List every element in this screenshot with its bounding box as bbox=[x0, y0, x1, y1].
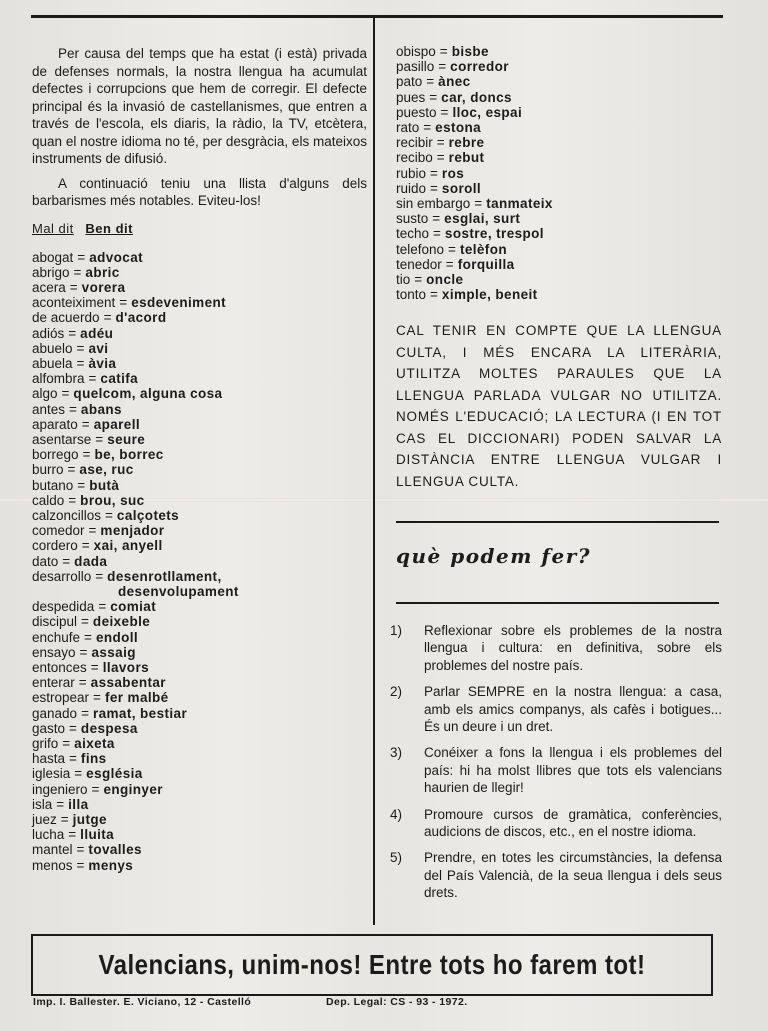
mal-dit-word: alfombra bbox=[32, 371, 85, 387]
section-title: què podem fer? bbox=[396, 544, 591, 568]
step-text: Conéixer a fons la llengua i els problemes del país: hi ha molst llibres que tots els valencians haurien de llegir! bbox=[424, 745, 722, 796]
mal-dit-word: comedor bbox=[32, 523, 85, 539]
rule-above-title bbox=[396, 521, 719, 523]
mal-dit-word: dato bbox=[32, 553, 59, 569]
equals-sign: = bbox=[474, 196, 483, 212]
ben-dit-word: brou, suc bbox=[80, 492, 145, 508]
equals-sign: = bbox=[433, 226, 441, 242]
word-pair bbox=[32, 493, 367, 508]
ben-dit-word: catifa bbox=[100, 371, 139, 387]
column-divider bbox=[373, 15, 375, 925]
ben-dit-word: illa bbox=[68, 796, 89, 812]
ben-dit-word: menys bbox=[88, 857, 134, 873]
left-column bbox=[32, 45, 367, 873]
mal-dit-word: adiós bbox=[32, 325, 65, 341]
word-pair bbox=[32, 858, 367, 873]
word-pair bbox=[396, 105, 721, 120]
mal-dit-word: pues bbox=[396, 89, 426, 105]
ben-dit-word: car, doncs bbox=[441, 89, 512, 105]
equals-sign: = bbox=[105, 507, 113, 523]
word-pair bbox=[32, 675, 367, 690]
equals-sign: = bbox=[430, 180, 438, 196]
word-pair bbox=[32, 280, 367, 295]
ben-dit-word: església bbox=[86, 766, 143, 782]
equals-sign: = bbox=[90, 659, 99, 675]
ben-dit-word: adéu bbox=[80, 325, 114, 341]
equals-sign: = bbox=[74, 766, 83, 782]
step-number: 2) bbox=[390, 684, 403, 700]
equals-sign: = bbox=[423, 120, 432, 136]
equals-sign: = bbox=[95, 431, 104, 447]
equals-sign: = bbox=[81, 614, 89, 630]
word-pair bbox=[32, 356, 367, 371]
ben-dit-word: bisbe bbox=[451, 44, 489, 59]
ben-dit-word: lluita bbox=[80, 827, 115, 843]
slogan-banner bbox=[31, 934, 713, 996]
word-pair bbox=[32, 660, 367, 675]
ben-dit-word: ase, ruc bbox=[79, 462, 134, 478]
rule-below-title bbox=[396, 602, 719, 604]
ben-dit-word: telèfon bbox=[459, 241, 507, 257]
word-pair bbox=[396, 226, 721, 241]
equals-sign: = bbox=[61, 386, 70, 402]
step-text: Promoure cursos de gramàtica, conferències, audicions de discos, etc., en el nostre idioma. bbox=[424, 806, 722, 840]
word-pair bbox=[32, 523, 367, 538]
step-item bbox=[390, 849, 722, 901]
mal-dit-word: iglesia bbox=[32, 766, 71, 782]
mal-dit-word: entonces bbox=[32, 659, 87, 675]
mal-dit-word: grifo bbox=[32, 736, 59, 751]
ben-dit-word: be, borrec bbox=[94, 447, 164, 463]
ben-dit-word: aparell bbox=[93, 416, 141, 432]
barbarism-list-right bbox=[396, 44, 721, 302]
printer-credit: Imp. I. Ballester. E. Viciano, 12 - Castelló bbox=[33, 996, 252, 1008]
equals-sign: = bbox=[69, 720, 77, 736]
word-pair bbox=[32, 478, 367, 493]
mal-dit-word: de acuerdo bbox=[32, 310, 100, 326]
equals-sign: = bbox=[77, 249, 86, 265]
mal-dit-word: mantel bbox=[32, 842, 73, 858]
word-pair bbox=[32, 386, 367, 401]
word-pair bbox=[396, 166, 721, 181]
ben-dit-heading: Ben dit bbox=[85, 220, 133, 236]
ben-dit-word: comiat bbox=[110, 599, 157, 615]
word-pair bbox=[32, 371, 367, 386]
ben-dit-word: esglai, surt bbox=[444, 211, 521, 227]
equals-sign: = bbox=[429, 89, 438, 105]
mal-dit-word: juez bbox=[32, 812, 57, 828]
mal-dit-word: sin embargo bbox=[396, 196, 471, 212]
step-text: Parlar SEMPRE en la nostra llengua: a casa, amb els amics companys, als cafès i botigues... És un deure i un dret. bbox=[424, 684, 722, 735]
equals-sign: = bbox=[79, 644, 88, 660]
ben-dit-word: jutge bbox=[72, 812, 107, 828]
ben-dit-word: abric bbox=[85, 264, 120, 280]
ben-dit-word: despesa bbox=[80, 720, 138, 736]
ben-dit-word: tanmateix bbox=[486, 196, 553, 212]
equals-sign: = bbox=[119, 295, 128, 311]
ben-dit-word: forquilla bbox=[457, 256, 515, 272]
equals-sign: = bbox=[93, 690, 101, 706]
ben-dit-word: d'acord bbox=[115, 310, 167, 326]
equals-sign: = bbox=[56, 796, 65, 812]
word-pair bbox=[32, 508, 367, 523]
mal-dit-word: techo bbox=[396, 226, 430, 242]
ben-dit-word: estona bbox=[435, 120, 482, 136]
mal-dit-word: tonto bbox=[396, 287, 427, 303]
top-rule bbox=[31, 15, 723, 18]
word-pair bbox=[32, 721, 367, 736]
equals-sign: = bbox=[436, 150, 445, 166]
word-pair bbox=[32, 250, 367, 265]
action-steps bbox=[390, 622, 722, 911]
ben-dit-word: assabentar bbox=[90, 675, 166, 691]
ben-dit-word: llavors bbox=[102, 659, 150, 675]
mal-dit-word: ensayo bbox=[32, 644, 76, 660]
mal-dit-word: enchufe bbox=[32, 629, 81, 645]
mal-dit-word: obispo bbox=[396, 44, 436, 59]
mal-dit-word: calzoncillos bbox=[32, 507, 102, 523]
word-pair bbox=[396, 59, 721, 74]
equals-sign: = bbox=[88, 523, 97, 539]
equals-sign: = bbox=[436, 135, 445, 151]
mal-dit-word: acera bbox=[32, 279, 66, 295]
barbarism-list-left bbox=[32, 250, 367, 873]
mal-dit-word: discipul bbox=[32, 614, 78, 630]
mal-dit-word: burro bbox=[32, 462, 64, 478]
word-pair bbox=[32, 402, 367, 417]
mal-dit-word: telefono bbox=[396, 241, 445, 257]
equals-sign: = bbox=[69, 401, 77, 417]
ben-dit-word: calçotets bbox=[116, 507, 180, 523]
ben-dit-word: rebre bbox=[448, 135, 485, 151]
mal-dit-word: aconteiximent bbox=[32, 295, 116, 311]
ben-dit-word: fins bbox=[80, 751, 107, 767]
equals-sign: = bbox=[78, 675, 87, 691]
mal-dit-word: recibir bbox=[396, 135, 433, 151]
mal-dit-word: antes bbox=[32, 401, 66, 417]
ben-dit-word: deixeble bbox=[92, 614, 151, 630]
mal-dit-word: pasillo bbox=[396, 59, 435, 75]
ben-dit-word: esdeveniment bbox=[131, 295, 227, 311]
ben-dit-word: menjador bbox=[100, 523, 165, 539]
equals-sign: = bbox=[88, 371, 97, 387]
equals-sign: = bbox=[69, 751, 77, 767]
step-item bbox=[390, 622, 722, 674]
equals-sign: = bbox=[69, 279, 78, 295]
equals-sign: = bbox=[76, 355, 85, 371]
intro-paragraph-2: A continuació teniu una llista d'alguns dels barbarismes més notables. Eviteu-los! bbox=[32, 175, 367, 208]
equals-sign: = bbox=[68, 492, 77, 508]
word-pair bbox=[32, 599, 367, 614]
equals-sign: = bbox=[62, 736, 71, 751]
ben-dit-word: rebut bbox=[448, 150, 485, 166]
word-pair bbox=[396, 211, 721, 226]
ben-dit-word: desenrotllament, bbox=[107, 568, 222, 584]
word-pair bbox=[32, 797, 367, 812]
word-pair bbox=[396, 181, 721, 196]
mal-dit-word: gasto bbox=[32, 720, 66, 736]
ben-dit-word: endoll bbox=[95, 629, 139, 645]
equals-sign: = bbox=[438, 59, 447, 75]
word-pair bbox=[396, 196, 721, 211]
equals-sign: = bbox=[439, 44, 448, 59]
equals-sign: = bbox=[91, 781, 100, 797]
mal-dit-word: ganado bbox=[32, 705, 78, 721]
step-text: Reflexionar sobre els problemes de la nostra llengua i cultura: en definitiva, sobre els problemes del nostre país. bbox=[424, 623, 722, 673]
legal-deposit: Dep. Legal: CS - 93 - 1972. bbox=[326, 996, 468, 1008]
mal-dit-word: cordero bbox=[32, 538, 78, 554]
word-pair bbox=[396, 120, 721, 135]
equals-sign: = bbox=[73, 264, 82, 280]
mal-dit-word: recibo bbox=[396, 150, 433, 166]
mal-dit-word: ingeniero bbox=[32, 781, 88, 797]
equals-sign: = bbox=[81, 538, 90, 554]
equals-sign: = bbox=[103, 310, 112, 326]
word-pair bbox=[32, 538, 367, 553]
word-pair bbox=[32, 827, 367, 842]
ben-dit-word: ros bbox=[441, 165, 465, 181]
equals-sign: = bbox=[426, 74, 435, 90]
step-number: 4) bbox=[390, 806, 403, 822]
mal-dit-word: algo bbox=[32, 386, 58, 402]
ben-dit-word: ànec bbox=[438, 74, 471, 90]
ben-dit-word: lloc, espai bbox=[452, 104, 523, 120]
word-pair bbox=[32, 326, 367, 341]
mal-dit-word: caldo bbox=[32, 492, 65, 508]
mal-dit-word: borrego bbox=[32, 447, 79, 463]
word-pair bbox=[396, 272, 721, 287]
equals-sign: = bbox=[440, 104, 449, 120]
equals-sign: = bbox=[62, 553, 71, 569]
mal-dit-word: menos bbox=[32, 857, 73, 873]
word-pair bbox=[396, 135, 721, 150]
mal-dit-word: ruido bbox=[396, 180, 427, 196]
word-pair bbox=[32, 812, 367, 827]
equals-sign: = bbox=[84, 629, 92, 645]
word-pair bbox=[32, 690, 367, 705]
ben-dit-word: abans bbox=[80, 401, 122, 417]
equals-sign: = bbox=[68, 325, 77, 341]
equals-sign: = bbox=[77, 477, 86, 493]
ben-dit-word: assaig bbox=[91, 644, 136, 660]
equals-sign: = bbox=[82, 447, 91, 463]
ben-dit-word: butà bbox=[89, 477, 120, 493]
ben-dit-word: àvia bbox=[88, 355, 117, 371]
mal-dit-word: abrigo bbox=[32, 264, 70, 280]
mal-dit-heading: Mal dit bbox=[32, 220, 74, 236]
culture-note: CAL TENIR EN COMPTE QUE LA LLENGUA CULTA, I MÉS ENCARA LA LITERÀRIA, UTILITZA MOLTES PARAULES QUE LA LLENGUA PARLADA VULGAR NO UTILITZA. NOMÉS L'EDUCACIÓ; LA LECTURA (I EN TOT CAS EL DICCIONARI) PODEN SALVAR LA DISTÀNCIA ENTRE LLENGUA VULGAR I LLENGUA CULTA. bbox=[396, 323, 722, 489]
mal-dit-word: estropear bbox=[32, 690, 90, 706]
step-item bbox=[390, 806, 722, 841]
word-pair bbox=[32, 782, 367, 797]
mal-dit-word: rato bbox=[396, 120, 420, 136]
mal-dit-word: despedida bbox=[32, 599, 95, 615]
ben-dit-word: avi bbox=[88, 340, 109, 356]
word-pair bbox=[32, 751, 367, 766]
mal-dit-word: asentarse bbox=[32, 431, 92, 447]
mal-dit-word: tio bbox=[396, 272, 411, 288]
mal-dit-word: abuelo bbox=[32, 340, 73, 356]
ben-dit-word: quelcom, alguna cosa bbox=[73, 386, 223, 402]
ben-dit-word: ximple, beneit bbox=[441, 287, 538, 303]
list-header bbox=[32, 221, 367, 236]
mal-dit-word: abuela bbox=[32, 355, 73, 371]
equals-sign: = bbox=[81, 705, 89, 721]
mal-dit-word: susto bbox=[396, 211, 429, 227]
right-column bbox=[396, 44, 721, 302]
word-pair bbox=[32, 447, 367, 462]
step-item bbox=[390, 744, 722, 796]
ben-dit-word: dada bbox=[74, 553, 108, 569]
intro-paragraph: Per causa del temps que ha estat (i està) privada de defenses normals, la nostra llengua ha acumulat defectes i corrupcions que hem de corregir. El defecte principal és la invasió de castellanismes, que entren a través de l'escola, els diaris, la ràdio, la TV, etcètera, quan el nostre idioma no té, per desgràcia, els mateixos instruments de difusió. bbox=[32, 46, 367, 166]
word-pair bbox=[396, 90, 721, 105]
equals-sign: = bbox=[76, 842, 85, 858]
equals-sign: = bbox=[448, 241, 456, 257]
equals-sign: = bbox=[76, 857, 85, 873]
ben-dit-word: oncle bbox=[426, 272, 464, 288]
equals-sign: = bbox=[81, 416, 90, 432]
mal-dit-word: puesto bbox=[396, 104, 437, 120]
equals-sign: = bbox=[430, 287, 438, 303]
equals-sign: = bbox=[60, 812, 69, 828]
word-pair bbox=[396, 287, 721, 302]
ben-dit-word: enginyer bbox=[103, 781, 163, 797]
equals-sign: = bbox=[95, 568, 104, 584]
step-text: Prendre, en totes les circumstàncies, la defensa del País Valencià, de la seua llengua i dels seus drets. bbox=[424, 850, 722, 901]
mal-dit-word: pato bbox=[396, 74, 423, 90]
ben-dit-word-continuation: desenvolupament bbox=[118, 583, 239, 599]
word-pair bbox=[32, 630, 367, 645]
ben-dit-word: ramat, bestiar bbox=[92, 705, 188, 721]
mal-dit-word: tenedor bbox=[396, 256, 442, 272]
word-pair bbox=[396, 150, 721, 165]
mal-dit-word: abogat bbox=[32, 249, 74, 265]
word-pair bbox=[396, 242, 721, 257]
word-pair bbox=[396, 257, 721, 272]
mal-dit-word: enterar bbox=[32, 675, 75, 691]
mal-dit-word: aparato bbox=[32, 416, 78, 432]
ben-dit-word: aixeta bbox=[74, 736, 115, 751]
ben-dit-word: seure bbox=[107, 431, 146, 447]
equals-sign: = bbox=[68, 827, 77, 843]
word-pair bbox=[32, 554, 367, 569]
ben-dit-word: xai, anyell bbox=[93, 538, 163, 554]
equals-sign: = bbox=[445, 256, 454, 272]
word-pair-continuation bbox=[32, 584, 367, 599]
word-pair bbox=[396, 44, 721, 59]
word-pair bbox=[32, 645, 367, 660]
word-pair bbox=[32, 432, 367, 447]
mal-dit-word: lucha bbox=[32, 827, 65, 843]
word-pair bbox=[32, 736, 367, 751]
mal-dit-word: rubio bbox=[396, 165, 427, 181]
word-pair bbox=[32, 462, 367, 477]
mal-dit-word: butano bbox=[32, 477, 74, 493]
ben-dit-word: vorera bbox=[81, 279, 126, 295]
word-pair bbox=[32, 706, 367, 721]
step-number: 1) bbox=[390, 623, 403, 638]
word-pair bbox=[396, 74, 721, 89]
ben-dit-word: sostre, trespol bbox=[444, 226, 544, 242]
word-pair bbox=[32, 569, 367, 584]
step-item bbox=[390, 683, 722, 735]
ben-dit-word: advocat bbox=[89, 249, 144, 265]
ben-dit-word: corredor bbox=[450, 59, 509, 75]
equals-sign: = bbox=[67, 462, 76, 478]
equals-sign: = bbox=[98, 599, 107, 615]
word-pair bbox=[32, 295, 367, 310]
word-pair bbox=[32, 417, 367, 432]
equals-sign: = bbox=[430, 165, 438, 181]
step-number: 3) bbox=[390, 745, 403, 761]
ben-dit-word: tovalles bbox=[88, 842, 142, 858]
word-pair bbox=[32, 614, 367, 629]
step-number: 5) bbox=[390, 850, 403, 866]
word-pair bbox=[32, 842, 367, 857]
mal-dit-word: isla bbox=[32, 796, 53, 812]
mal-dit-word: hasta bbox=[32, 751, 66, 767]
ben-dit-word: fer malbé bbox=[104, 690, 169, 706]
equals-sign: = bbox=[414, 272, 423, 288]
ben-dit-word: soroll bbox=[441, 180, 482, 196]
equals-sign: = bbox=[76, 340, 85, 356]
word-pair bbox=[32, 341, 367, 356]
word-pair bbox=[32, 310, 367, 325]
equals-sign: = bbox=[432, 211, 441, 227]
word-pair bbox=[32, 766, 367, 781]
word-pair bbox=[32, 265, 367, 280]
mal-dit-word: desarrollo bbox=[32, 568, 92, 584]
slogan-text: Valencians, unim-nos! Entre tots ho farem tot! bbox=[98, 949, 646, 980]
